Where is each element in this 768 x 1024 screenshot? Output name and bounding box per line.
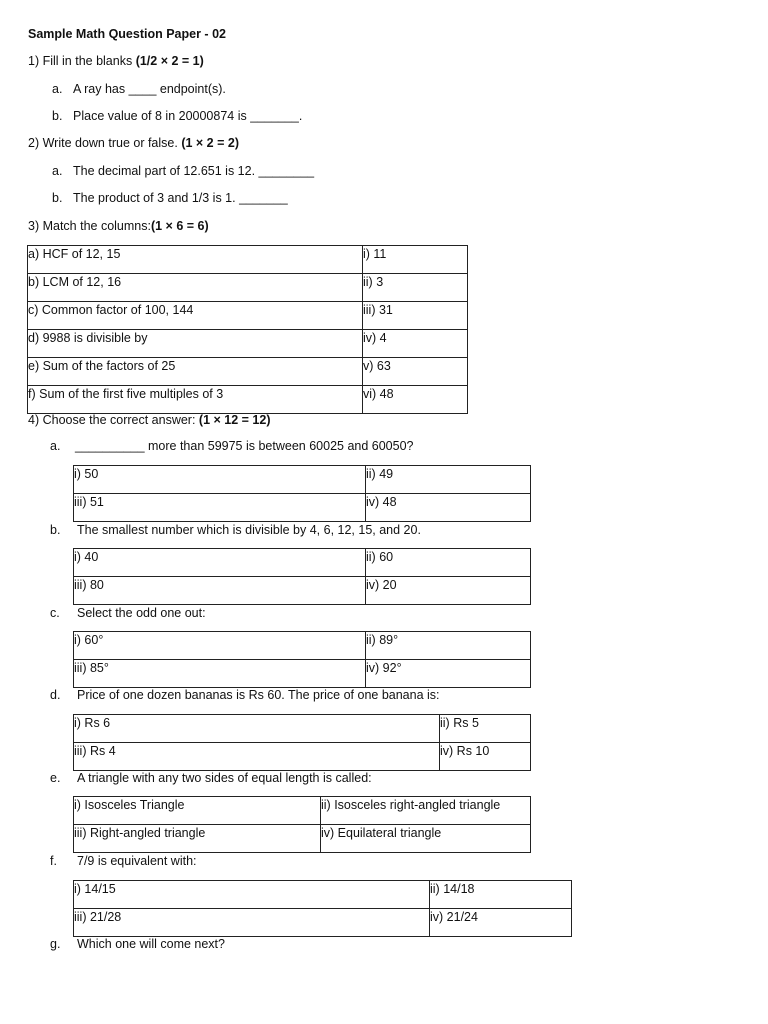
q4-item-c-text: Select the odd one out: [77,606,206,620]
option-cell: iv) 20 [366,577,531,605]
match-right-cell: v) 63 [363,358,468,386]
q4-f-options-table [73,880,572,937]
q2-item-b-text: The product of 3 and 1/3 is 1. _______ [73,191,288,205]
table-row [74,797,531,825]
q4-item-f-label: f. [50,854,57,868]
option-cell: iii) 80 [74,577,366,605]
q3-heading [28,218,209,234]
table-row [74,494,531,522]
option-cell: ii) 60 [366,549,531,577]
table-row [28,274,468,302]
q4-d-options-table [73,714,531,771]
q4-e-options-table [73,796,531,853]
table-row [28,246,468,274]
table-row [28,302,468,330]
table-row [74,743,531,771]
table-row [74,577,531,605]
table-row [74,909,572,937]
q1-item-b-text: Place value of 8 in 20000874 is _______. [73,109,303,123]
match-left-cell: b) LCM of 12, 16 [28,274,363,302]
option-cell: iii) 85° [74,660,366,688]
q4-item-e-text: A triangle with any two sides of equal length is called: [77,771,372,785]
option-cell: ii) Rs 5 [440,715,531,743]
q1-item-a-text: A ray has ____ endpoint(s). [73,82,226,96]
table-row [74,632,531,660]
q1-item-a [52,81,226,97]
q4-b-options-table [73,548,531,605]
q1-marks: (1/2 × 2 = 1) [135,54,204,68]
q4-item-a-label: a. [50,439,61,453]
q4-item-e [50,770,372,786]
q4-item-g [50,936,225,952]
q4-heading [28,412,271,428]
option-cell: i) 60° [74,632,366,660]
q4-heading-text: 4) Choose the correct answer: [28,413,199,427]
match-left-cell: e) Sum of the factors of 25 [28,358,363,386]
q2-item-b-label: b. [52,191,63,205]
match-left-cell: a) HCF of 12, 15 [28,246,363,274]
q4-item-a [50,438,413,454]
table-row [74,549,531,577]
option-cell: iv) 48 [366,494,531,522]
option-cell: iii) 21/28 [74,909,430,937]
option-cell: iv) 21/24 [430,909,572,937]
option-cell: iii) Rs 4 [74,743,440,771]
q4-item-b-label: b. [50,523,61,537]
q4-item-f-text: 7/9 is equivalent with: [77,854,197,868]
table-row [74,466,531,494]
match-left-cell: f) Sum of the first five multiples of 3 [28,386,363,414]
match-right-cell: i) 11 [363,246,468,274]
table-row [28,386,468,414]
table-row [28,358,468,386]
match-right-cell: iii) 31 [363,302,468,330]
option-cell: iii) Right-angled triangle [74,825,321,853]
q2-item-a [52,163,314,179]
q4-item-a-text: __________ more than 59975 is between 60025 and 60050? [75,439,414,453]
q4-item-e-label: e. [50,771,61,785]
q1-heading [28,53,204,69]
option-cell: ii) 49 [366,466,531,494]
match-left-cell: d) 9988 is divisible by [28,330,363,358]
q4-item-b-text: The smallest number which is divisible by 4, 6, 12, 15, and 20. [77,523,421,537]
option-cell: iv) 92° [366,660,531,688]
q1-item-b-label: b. [52,109,63,123]
table-row [74,881,572,909]
q4-item-f [50,853,197,869]
q4-item-g-text: Which one will come next? [77,937,225,951]
q2-heading-text: 2) Write down true or false. [28,136,182,150]
q4-item-b [50,522,421,538]
q4-item-d-label: d. [50,688,61,702]
q1-item-b [52,108,302,124]
option-cell: ii) 89° [366,632,531,660]
q4-item-g-label: g. [50,937,61,951]
table-row [74,660,531,688]
match-right-cell: iv) 4 [363,330,468,358]
option-cell: ii) Isosceles right-angled triangle [321,797,531,825]
q3-marks: (1 × 6 = 6) [150,219,209,233]
option-cell: i) Isosceles Triangle [74,797,321,825]
option-cell: iv) Rs 10 [440,743,531,771]
table-row [74,715,531,743]
q3-heading-text: 3) Match the columns: [28,219,151,233]
q1-heading-text: 1) Fill in the blanks [28,54,136,68]
match-columns-table [27,245,468,414]
option-cell: i) Rs 6 [74,715,440,743]
q4-item-d-text: Price of one dozen bananas is Rs 60. The price of one banana is: [77,688,440,702]
q4-item-d [50,687,440,703]
q2-item-a-text: The decimal part of 12.651 is 12. ________ [73,164,315,178]
q1-item-a-label: a. [52,82,63,96]
q4-item-c [50,605,206,621]
match-right-cell: ii) 3 [363,274,468,302]
option-cell: i) 14/15 [74,881,430,909]
q2-marks: (1 × 2 = 2) [181,136,239,150]
q4-a-options-table [73,465,531,522]
q2-item-b [52,190,288,206]
option-cell: i) 50 [74,466,366,494]
option-cell: ii) 14/18 [430,881,572,909]
q4-marks: (1 × 12 = 12) [198,413,271,427]
table-row [28,330,468,358]
match-left-cell: c) Common factor of 100, 144 [28,302,363,330]
q4-item-c-label: c. [50,606,60,620]
q2-heading [28,135,239,151]
page-title: Sample Math Question Paper - 02 [28,27,226,41]
option-cell: iv) Equilateral triangle [321,825,531,853]
q2-item-a-label: a. [52,164,63,178]
table-row [74,825,531,853]
option-cell: i) 40 [74,549,366,577]
option-cell: iii) 51 [74,494,366,522]
q4-c-options-table [73,631,531,688]
match-right-cell: vi) 48 [363,386,468,414]
